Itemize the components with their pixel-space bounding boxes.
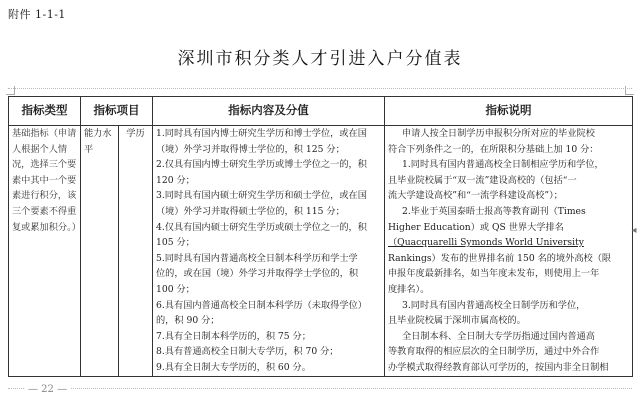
content-line: 4.仅具有国内硕士研究生学历或硕士学位之一的，积 (156, 221, 367, 233)
note-line: 2.毕业于英国泰晤士报高等教育副刊（Times (402, 205, 586, 217)
content-line: 6.具有国内普通高校全日制本科学历（未取得学位） (156, 299, 367, 311)
item-cell: 能力水平 (81, 126, 119, 377)
note-line: 1.同时具有国内普通高校全日制相应学历和学位， (402, 159, 604, 171)
content-line: 位的，或在国（境）外学习并取得学士学位的，积 (156, 268, 359, 280)
content-line: 100 分； (156, 283, 195, 295)
content-line: 9.具有全日制大专学历的，积 60 分。 (156, 361, 311, 373)
content-line: 7.具有全日制本科学历的，积 75 分； (156, 330, 311, 342)
note-cell (385, 126, 633, 377)
page-divider (8, 88, 632, 89)
note-line: 等教育取得的相应层次的全日制学历，通过中外合作 (388, 346, 600, 358)
note-line: 符合下列条件之一的，在所限积分基础上加 10 分： (388, 143, 599, 155)
page-number: — 22 — (24, 384, 71, 395)
note-line: 全日制本科、全日制大专学历指通过国内普通高 (402, 330, 595, 342)
subitem-cell: 学历 (119, 126, 153, 377)
note-line: （Quacquarelli Symonds World University (388, 237, 584, 249)
content-line: （境）外学习并取得博士学位的，积 125 分； (156, 143, 345, 155)
type-cell: 基础指标（申请人根据个人情况，选择三个要素中其中一个要素进行积分，该三个要素不得重复或累加积分。） (9, 126, 81, 377)
content-line: 8.具有普通高校全日制大专学历，积 70 分； (156, 346, 339, 358)
note-line: 流大学建设高校”和“一流学科建设高校”）； (388, 190, 563, 202)
header-type: 指标类型 (9, 97, 81, 126)
note-line: 办学模式取得经教育部认可学历的，按国内非全日制相 (388, 361, 609, 373)
content-line: （境）外学习并取得硕士学位的，积 115 分； (156, 205, 345, 217)
content-cell (153, 126, 385, 377)
table-row (9, 126, 633, 377)
header-note: 指标说明 (385, 97, 633, 126)
note-line: 申报年度最新排名，如当年度未发布，则使用上一年 (388, 268, 600, 280)
page-bottom-divider (8, 388, 632, 389)
content-line: 105 分； (156, 237, 195, 249)
note-line: Higher Education）或 QS 世界大学排名 (388, 221, 564, 233)
note-line: 申请人按全日制学历申报积分所对应的毕业院校 (402, 128, 595, 139)
header-content: 指标内容及分值 (153, 97, 385, 126)
note-line: 3.同时具有国内普通高校全日制学历和学位， (402, 299, 586, 311)
note-line: 且毕业院校属于深圳市属高校的。 (388, 315, 526, 327)
content-line: 的，积 90 分； (156, 315, 220, 327)
header-item: 指标项目 (81, 97, 153, 126)
content-line: 5.同时具有国内普通高校全日制本科学历和学士学 (156, 252, 358, 264)
attachment-label: 附件 1-1-1 (8, 8, 66, 21)
note-line: 且毕业院校属于“双一流”建设高校的（包括“一 (388, 174, 577, 186)
page-title: 深圳市积分类人才引进入户分值表 (177, 49, 463, 69)
note-line: Rankings）发布的世界排名前 150 名的境外高校（限 (388, 252, 612, 264)
note-line: 度排名）。 (388, 283, 430, 295)
content-line: 1.同时具有国内博士研究生学历和博士学位，或在国 (156, 128, 367, 139)
content-line: 2.仅具有国内博士研究生学历或博士学位之一的，积 (156, 159, 367, 171)
content-line: 120 分； (156, 174, 195, 186)
table-header-row (9, 97, 633, 126)
content-line: 3.同时具有国内硕士研究生学历和硕士学位，或在国 (156, 190, 367, 202)
score-table (8, 96, 633, 377)
page-scroll-arrow-icon[interactable]: ◂ (631, 225, 637, 236)
